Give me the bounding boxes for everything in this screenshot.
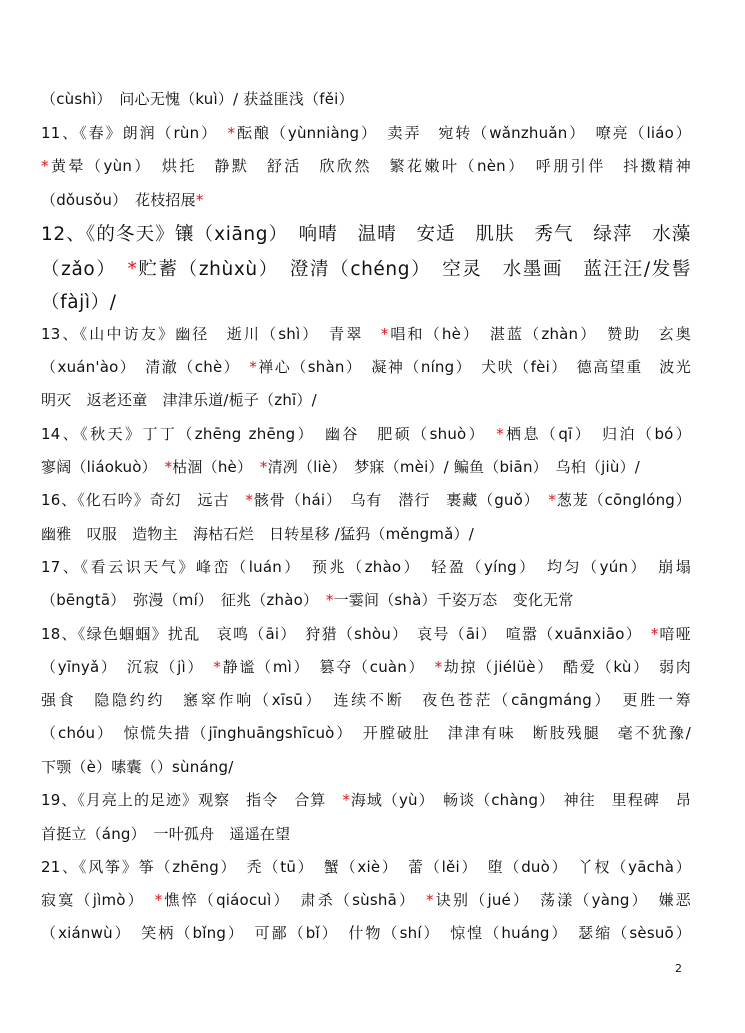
- asterisk-marker: *: [127, 259, 138, 280]
- asterisk-marker: *: [245, 491, 254, 509]
- asterisk-marker: *: [426, 891, 434, 909]
- asterisk-marker: *: [164, 458, 173, 476]
- asterisk-marker: *: [380, 325, 389, 343]
- asterisk-marker: *: [195, 191, 204, 209]
- text-line: *黄晕（yùn） 烘托 静默 舒活 欣欣然 繁花嫩叶（nèn） 呼朋引伴 抖擞精神: [41, 157, 691, 175]
- asterisk-marker: *: [496, 425, 504, 443]
- asterisk-marker: *: [249, 358, 257, 376]
- text-line: （zǎo） *贮蓄（zhùxù） 澄清（chéng） 空灵 水墨画 蓝汪汪/发髻: [41, 259, 691, 280]
- text-line: 下颚（è）嗉囊（）sùnáng/: [41, 758, 234, 776]
- text-line: （xuán'ào） 清澈（chè） *禅心（shàn） 凝神（níng） 犬吠（fèi） 德高望重 波光: [41, 358, 691, 376]
- asterisk-marker: *: [342, 791, 351, 809]
- asterisk-marker: *: [259, 458, 268, 476]
- text-line: （bēngtā） 弥漫（mí） 征兆（zhào） *一霎间（shà）千姿万态 变化无常: [41, 591, 574, 609]
- text-line: 明灭 返老还童 津津乐道/栀子（zhī）/: [41, 391, 317, 409]
- text-line: （yīnyǎ） 沉寂（jì） *静谧（mì） 篡夺（cuàn） *劫掠（jiélüè） 酷爱（kù） 弱肉: [41, 658, 691, 676]
- text-line: （fàjì）/: [41, 292, 117, 313]
- asterisk-marker: *: [548, 491, 556, 509]
- asterisk-marker: *: [213, 658, 222, 676]
- asterisk-marker: *: [650, 625, 659, 643]
- asterisk-marker: *: [434, 658, 443, 676]
- text-line: （dǒusǒu） 花枝招展*: [41, 191, 204, 209]
- text-line: 14、《秋天》丁丁（zhēng zhēng） 幽谷 肥硕（shuò） *栖息（qī） 归泊（bó）: [41, 425, 691, 443]
- text-line: 寥阔（liáokuò） *枯涸（hè） *清冽（liè） 梦寐（mèi）/ 鳊鱼（biān） 乌桕（jiù）/: [41, 458, 641, 476]
- text-line: 12、《的冬天》镶（xiāng） 响晴 温晴 安适 肌肤 秀气 绿萍 水藻: [41, 224, 691, 245]
- text-line: 17、《看云识天气》峰峦（luán） 预兆（zhào） 轻盈（yíng） 均匀（yún） 崩塌: [41, 558, 691, 576]
- text-line: 首挺立（áng） 一叶孤舟 遥遥在望: [41, 825, 291, 843]
- text-line: （cùshì） 问心无愧（kuì）/ 获益匪浅（fěi）: [41, 90, 354, 108]
- text-line: 19、《月亮上的足迹》观察 指令 合算 *海域（yù） 畅谈（chàng） 神往 里程碑 昂: [41, 791, 691, 809]
- text-line: 寂寞（jìmò） *憔悴（qiáocuì） 肃杀（sùshā） *诀别（jué） 荡漾（yàng） 嫌恶: [41, 891, 691, 909]
- text-line: 强食 隐隐约约 窸窣作响（xīsū） 连续不断 夜色苍茫（cāngmáng） 更胜一筹: [41, 691, 691, 709]
- asterisk-marker: *: [227, 124, 236, 142]
- text-line: 16、《化石吟》奇幻 远古 *骸骨（hái） 乌有 潜行 裹藏（guǒ） *葱茏（cōnglóng）: [41, 491, 691, 509]
- text-line: 幽雅 叹服 造物主 海枯石烂 日转星移 /猛犸（měngmǎ）/: [41, 525, 474, 543]
- text-line: 13、《山中访友》幽径 逝川（shì） 青翠 *唱和（hè） 湛蓝（zhàn） 赞助 玄奥: [41, 325, 691, 343]
- text-line: 11、《春》朗润（rùn） *酝酿（yùnniàng） 卖弄 宛转（wǎnzhuǎn） 嘹亮（liáo）: [41, 124, 691, 142]
- asterisk-marker: *: [154, 891, 163, 909]
- text-line: 18、《绿色蝈蝈》扰乱 哀鸣（āi） 狩猎（shòu） 哀号（āi） 喧嚣（xuānxiāo） *喑哑: [41, 625, 691, 643]
- page-number: 2: [675, 962, 682, 975]
- asterisk-marker: *: [325, 591, 334, 609]
- text-line: （chóu） 惊慌失措（jīnghuāngshīcuò） 开膛破肚 津津有味 断肢残腿 毫不犹豫/: [41, 724, 691, 742]
- text-line: 21、《风筝》筝（zhēng） 秃（tū） 蟹（xiè） 蕾（lěi） 堕（duò） 丫杈（yāchà）: [41, 858, 691, 876]
- text-line: （xiánwù） 笑柄（bǐng） 可鄙（bǐ） 什物（shí） 惊惶（huáng） 瑟缩（sèsuō）: [41, 924, 691, 942]
- asterisk-marker: *: [41, 157, 49, 175]
